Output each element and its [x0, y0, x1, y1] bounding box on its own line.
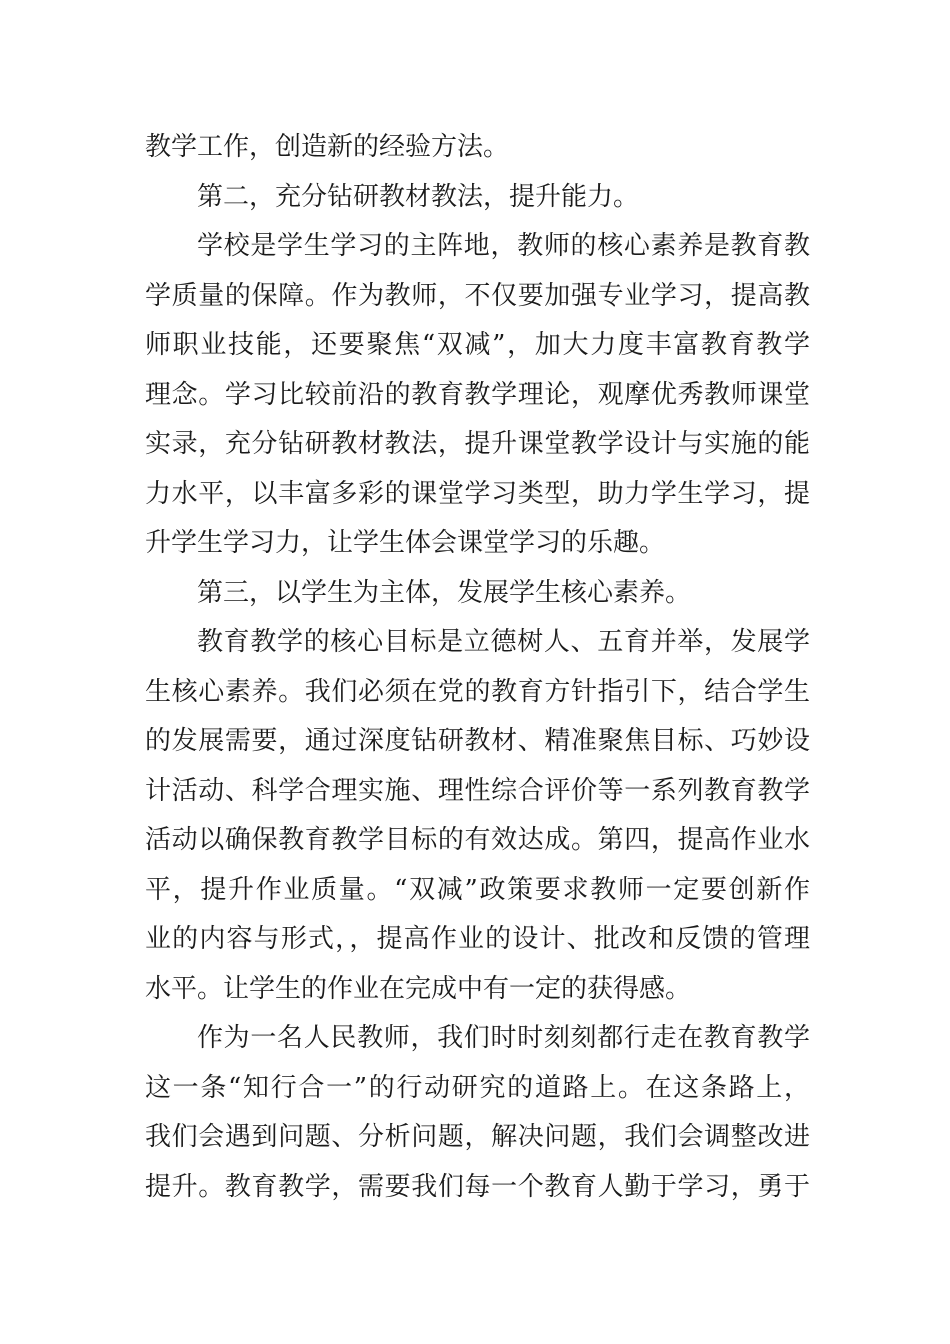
text-line: 力水平，以丰富多彩的课堂学习类型，助力学生学习，提: [145, 478, 810, 509]
body-text: [145, 123, 810, 1212]
text-line: 这一条“知行合一”的行动研究的道路上。在这条路上，: [145, 1072, 810, 1103]
text-line: 学校是学生学习的主阵地，教师的核心素养是教育教: [197, 231, 810, 261]
text-line: 我们会遇到问题、分析问题，解决问题，我们会调整改进: [145, 1122, 810, 1152]
section-heading-2: 第二，充分钻研教材教法，提升能力。: [197, 181, 640, 212]
text-line: 师职业技能，还要聚焦“双减”，加大力度丰富教育教学: [145, 330, 810, 360]
text-line: 业的内容与形式，，提高作业的设计、批改和反馈的管理: [145, 924, 810, 954]
text-line: 理念。学习比较前沿的教育教学理论，观摩优秀教师课堂: [145, 379, 810, 410]
text-line: 活动以确保教育教学目标的有效达成。第四，提高作业水: [145, 825, 810, 855]
text-line: 的发展需要，通过深度钻研教材、精准聚焦目标、巧妙设: [145, 726, 810, 756]
text-line: 教育教学的核心目标是立德树人、五育并举，发展学: [197, 627, 810, 657]
text-line: 作为一名人民教师，我们时时刻刻都行走在教育教学: [197, 1023, 810, 1053]
text-line: 提升。教育教学，需要我们每一个教育人勤于学习，勇于: [145, 1171, 810, 1202]
text-line: 升学生学习力，让学生体会课堂学习的乐趣。: [145, 528, 666, 558]
text-line: 实录，充分钻研教材教法，提升课堂教学设计与实施的能: [145, 429, 810, 459]
text-line: 学质量的保障。作为教师，不仅要加强专业学习，提高教: [145, 280, 810, 311]
text-line: 教学工作，创造新的经验方法。: [145, 132, 510, 162]
text-line: 计活动、科学合理实施、理性综合评价等一系列教育教学: [145, 775, 810, 806]
section-heading-3: 第三，以学生为主体，发展学生核心素养。: [197, 577, 692, 608]
text-line: 水平。让学生的作业在完成中有一定的获得感。: [145, 973, 692, 1004]
text-line: 生核心素养。我们必须在党的教育方针指引下，结合学生: [145, 676, 810, 707]
text-line: 平，提升作业质量。“双减”政策要求教师一定要创新作: [145, 874, 810, 905]
